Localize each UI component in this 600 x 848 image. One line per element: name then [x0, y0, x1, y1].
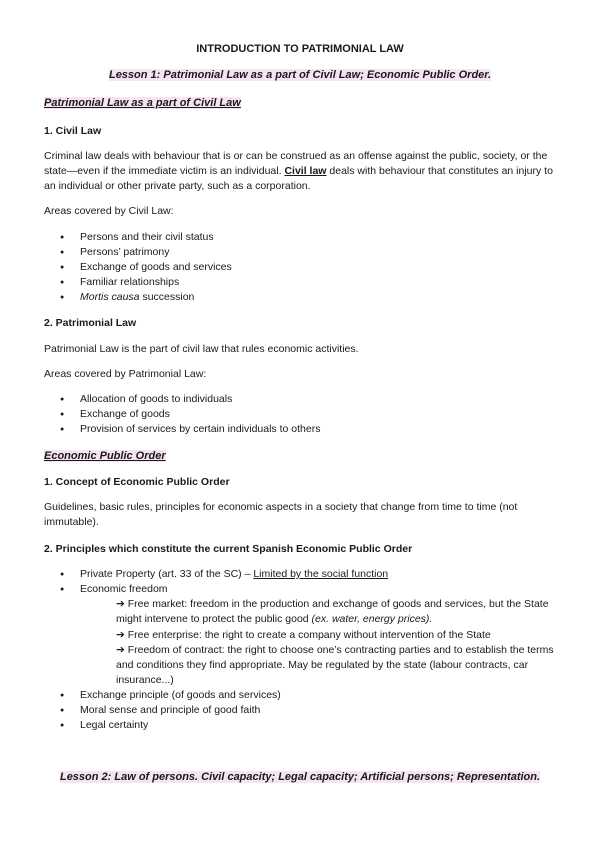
civil-law-paragraph: [44, 149, 560, 194]
civil-law-areas-label: Areas covered by Civil Law:: [44, 205, 174, 217]
concept-heading: 1. Concept of Economic Public Order: [44, 476, 230, 488]
free-enterprise-item: ➔ Free enterprise: the right to create a company without intervention of the State: [116, 629, 491, 641]
lesson-1-heading: [0, 68, 600, 83]
document-title: INTRODUCTION TO PATRIMONIAL LAW: [196, 43, 404, 55]
civil-law-para-start: Criminal law deals with behaviour that is or can be construed as an offense against the public, society, or the state—even if the immediate victim is an individual.: [44, 150, 548, 177]
list-item: ● Exchange principle (of goods and services): [44, 688, 564, 703]
patrimonial-law-areas-list: [44, 392, 564, 437]
lesson-1-text: Lesson 1: Patrimonial Law as a part of Civil Law; Economic Public Order.: [108, 69, 492, 81]
patrimonial-law-paragraph: Patrimonial Law is the part of civil law that rules economic activities.: [44, 343, 359, 355]
list-item: ● Provision of services by certain individuals to others: [44, 422, 564, 437]
list-item: ● Persons’ patrimony: [44, 245, 564, 260]
civil-law-heading: 1. Civil Law: [44, 125, 102, 137]
free-market-text: ➔ Free market: freedom in the production and exchange of goods and services, but the State might intervene to protect the public good: [116, 598, 549, 625]
section-1-text: Patrimonial Law as a part of Civil Law: [44, 97, 241, 109]
principles-heading: 2. Principles which constitute the current Spanish Economic Public Order: [44, 543, 413, 555]
section-2-text: Economic Public Order: [44, 450, 166, 462]
list-item: ● Allocation of goods to individuals: [44, 392, 564, 407]
civil-law-term: Civil law: [284, 165, 327, 177]
list-item: [44, 567, 564, 582]
list-item: ● Legal certainty: [44, 718, 564, 733]
free-market-item: [116, 597, 556, 627]
list-item: [44, 290, 564, 305]
lesson-2-text: Lesson 2: Law of persons. Civil capacity; Legal capacity; Artificial persons; Representation.: [59, 771, 541, 783]
section-heading-patrimonial-civil: [44, 96, 241, 111]
civil-law-areas-list: [44, 230, 564, 305]
principles-list-top: [44, 567, 564, 597]
list-item: ● Exchange of goods: [44, 407, 564, 422]
list-item: ● Familiar relationships: [44, 275, 564, 290]
civil-law-para-end: deals with behaviour that constitutes an injury to an individual or other private party, such as a corporation.: [44, 165, 553, 192]
free-market-example: (ex. water, energy prices).: [311, 613, 433, 625]
list-item: ● Persons and their civil status: [44, 230, 564, 245]
list-item: ● Moral sense and principle of good faith: [44, 703, 564, 718]
mortis-causa-text: Mortis causa: [80, 291, 140, 303]
list-item: ● Exchange of goods and services: [44, 260, 564, 275]
list-item: ● Economic freedom: [44, 582, 564, 597]
succession-text: succession: [142, 291, 195, 303]
section-heading-economic-public-order: [44, 449, 166, 464]
freedom-of-contract-item: ➔ Freedom of contract: the right to choose one’s contracting parties and to establish the terms and conditions they find appropriate. May be regulated by the state (labour contracts, car insurance...): [116, 644, 554, 686]
lesson-2-heading: [0, 770, 600, 785]
social-function-link: Limited by the social function: [253, 568, 389, 580]
concept-paragraph: Guidelines, basic rules, principles for economic aspects in a society that change from time to time (not immutable).: [44, 501, 518, 528]
patrimonial-law-heading: 2. Patrimonial Law: [44, 317, 137, 329]
patrimonial-law-areas-label: Areas covered by Patrimonial Law:: [44, 368, 207, 380]
private-property-text: Private Property (art. 33 of the SC) –: [80, 568, 251, 580]
principles-list-bottom: [44, 688, 564, 733]
